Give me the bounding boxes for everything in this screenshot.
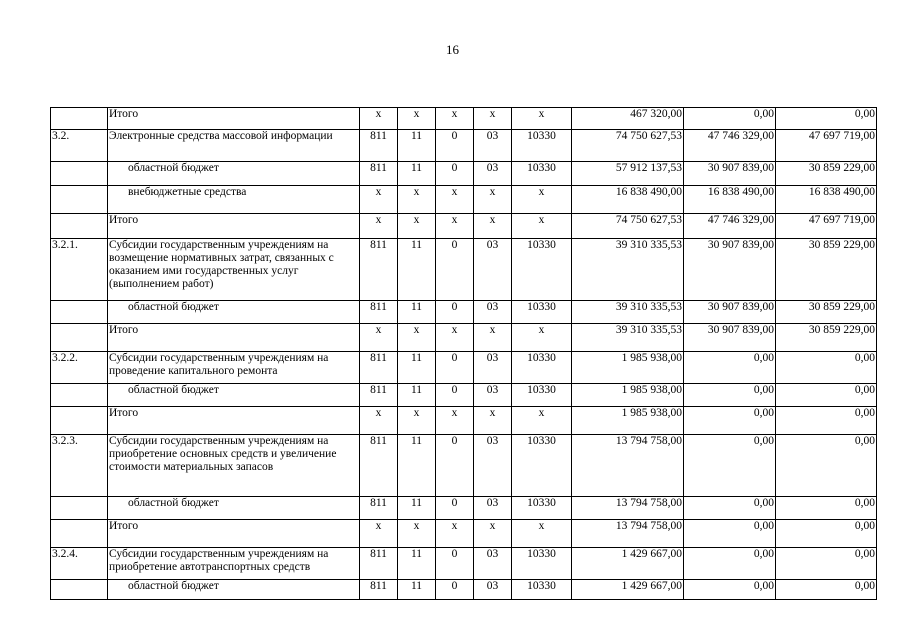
code-pr-cell: 0 [436,239,474,301]
code-pr-cell: х [436,520,474,548]
table-row [51,407,877,435]
item-number-cell [51,214,108,239]
amount-year-1-cell: 39 310 335,53 [572,301,684,324]
amount-year-2-cell: 0,00 [684,497,776,520]
page-number: 16 [446,42,459,57]
item-name-cell: областной бюджет [108,384,360,407]
code-rz-cell: х [398,186,436,214]
item-number-cell [51,186,108,214]
code-rz-cell: 11 [398,435,436,497]
amount-year-2-cell: 0,00 [684,580,776,600]
amount-year-3-cell: 0,00 [776,520,877,548]
code-gr-cell: 811 [360,548,398,580]
item-number-cell: 3.2.1. [51,239,108,301]
amount-year-3-cell: 30 859 229,00 [776,162,877,186]
item-number-cell [51,580,108,600]
code-vr-cell: х [512,520,572,548]
code-cs-cell: 03 [474,384,512,407]
amount-year-2-cell: 47 746 329,00 [684,214,776,239]
table-row [51,301,877,324]
table-row [51,580,877,600]
amount-year-3-cell: 0,00 [776,108,877,130]
amount-year-3-cell: 0,00 [776,497,877,520]
code-gr-cell: 811 [360,162,398,186]
code-gr-cell: 811 [360,497,398,520]
code-vr-cell: 10330 [512,384,572,407]
table-row [51,497,877,520]
amount-year-2-cell: 30 907 839,00 [684,324,776,352]
item-number-cell [51,162,108,186]
code-cs-cell: х [474,214,512,239]
table-row [51,239,877,301]
code-cs-cell: 03 [474,580,512,600]
code-vr-cell: х [512,407,572,435]
code-vr-cell: х [512,108,572,130]
code-vr-cell: 10330 [512,130,572,162]
code-vr-cell: 10330 [512,435,572,497]
item-number-cell [51,520,108,548]
code-rz-cell: 11 [398,548,436,580]
table-row [51,108,877,130]
amount-year-3-cell: 0,00 [776,352,877,384]
amount-year-2-cell: 0,00 [684,407,776,435]
amount-year-2-cell: 30 907 839,00 [684,162,776,186]
item-name-cell: областной бюджет [108,162,360,186]
table-row [51,186,877,214]
amount-year-2-cell: 0,00 [684,520,776,548]
code-gr-cell: х [360,520,398,548]
code-gr-cell: х [360,108,398,130]
amount-year-1-cell: 39 310 335,53 [572,324,684,352]
code-gr-cell: 811 [360,384,398,407]
item-name-cell: Субсидии государственным учреждениям на возмещение нормативных затрат, связанных с оказанием ими государственных услуг (выполнением работ) [108,239,360,301]
amount-year-2-cell: 0,00 [684,108,776,130]
code-rz-cell: 11 [398,162,436,186]
amount-year-2-cell: 0,00 [684,435,776,497]
code-vr-cell: 10330 [512,497,572,520]
code-gr-cell: 811 [360,130,398,162]
code-pr-cell: 0 [436,130,474,162]
item-name-cell: областной бюджет [108,497,360,520]
amount-year-2-cell: 30 907 839,00 [684,239,776,301]
amount-year-2-cell: 0,00 [684,352,776,384]
table-row [51,214,877,239]
code-rz-cell: х [398,407,436,435]
amount-year-3-cell: 16 838 490,00 [776,186,877,214]
amount-year-3-cell: 47 697 719,00 [776,130,877,162]
amount-year-1-cell: 1 985 938,00 [572,407,684,435]
item-number-cell [51,497,108,520]
code-pr-cell: 0 [436,548,474,580]
code-gr-cell: х [360,214,398,239]
code-rz-cell: 11 [398,130,436,162]
code-cs-cell: 03 [474,239,512,301]
amount-year-3-cell: 0,00 [776,548,877,580]
code-pr-cell: х [436,186,474,214]
code-rz-cell: 11 [398,301,436,324]
code-pr-cell: х [436,108,474,130]
amount-year-2-cell: 47 746 329,00 [684,130,776,162]
amount-year-3-cell: 30 859 229,00 [776,324,877,352]
amount-year-1-cell: 1 429 667,00 [572,548,684,580]
table-row [51,324,877,352]
table-row [51,520,877,548]
code-gr-cell: 811 [360,301,398,324]
item-number-cell: 3.2.3. [51,435,108,497]
code-pr-cell: х [436,214,474,239]
code-pr-cell: 0 [436,301,474,324]
code-rz-cell: 11 [398,384,436,407]
code-rz-cell: 11 [398,352,436,384]
code-vr-cell: х [512,214,572,239]
item-name-cell: областной бюджет [108,580,360,600]
amount-year-3-cell: 0,00 [776,435,877,497]
amount-year-1-cell: 39 310 335,53 [572,239,684,301]
code-gr-cell: 811 [360,580,398,600]
code-pr-cell: х [436,324,474,352]
amount-year-1-cell: 1 985 938,00 [572,384,684,407]
table-row [51,384,877,407]
item-name-cell: Итого [108,407,360,435]
code-pr-cell: х [436,407,474,435]
code-vr-cell: 10330 [512,301,572,324]
code-cs-cell: 03 [474,130,512,162]
code-gr-cell: х [360,407,398,435]
code-vr-cell: 10330 [512,548,572,580]
code-cs-cell: 03 [474,352,512,384]
code-cs-cell: х [474,186,512,214]
code-vr-cell: 10330 [512,162,572,186]
code-rz-cell: 11 [398,239,436,301]
amount-year-1-cell: 13 794 758,00 [572,435,684,497]
code-cs-cell: 03 [474,497,512,520]
amount-year-1-cell: 1 429 667,00 [572,580,684,600]
table-row [51,548,877,580]
item-name-cell: Субсидии государственным учреждениям на приобретение основных средств и увеличение стоимости материальных запасов [108,435,360,497]
code-pr-cell: 0 [436,580,474,600]
item-name-cell: Итого [108,324,360,352]
code-gr-cell: х [360,324,398,352]
code-cs-cell: 03 [474,435,512,497]
code-vr-cell: х [512,324,572,352]
item-name-cell: Субсидии государственным учреждениям на проведение капитального ремонта [108,352,360,384]
code-rz-cell: х [398,108,436,130]
code-vr-cell: 10330 [512,580,572,600]
code-rz-cell: х [398,214,436,239]
code-cs-cell: х [474,520,512,548]
amount-year-1-cell: 74 750 627,53 [572,130,684,162]
code-cs-cell: х [474,108,512,130]
code-pr-cell: 0 [436,352,474,384]
item-number-cell [51,407,108,435]
code-rz-cell: 11 [398,580,436,600]
code-gr-cell: 811 [360,435,398,497]
item-number-cell: 3.2. [51,130,108,162]
table-row [51,352,877,384]
amount-year-1-cell: 1 985 938,00 [572,352,684,384]
item-number-cell: 3.2.4. [51,548,108,580]
amount-year-2-cell: 30 907 839,00 [684,301,776,324]
item-name-cell: Электронные средства массовой информации [108,130,360,162]
amount-year-3-cell: 0,00 [776,384,877,407]
amount-year-1-cell: 13 794 758,00 [572,520,684,548]
table-row [51,130,877,162]
table-row [51,435,877,497]
amount-year-3-cell: 0,00 [776,407,877,435]
amount-year-1-cell: 16 838 490,00 [572,186,684,214]
amount-year-1-cell: 467 320,00 [572,108,684,130]
amount-year-3-cell: 0,00 [776,580,877,600]
code-pr-cell: 0 [436,497,474,520]
amount-year-1-cell: 74 750 627,53 [572,214,684,239]
item-name-cell: Итого [108,214,360,239]
amount-year-2-cell: 0,00 [684,548,776,580]
code-pr-cell: 0 [436,162,474,186]
item-name-cell: областной бюджет [108,301,360,324]
item-name-cell: Субсидии государственным учреждениям на приобретение автотранспортных средств [108,548,360,580]
code-rz-cell: 11 [398,497,436,520]
amount-year-3-cell: 30 859 229,00 [776,301,877,324]
code-rz-cell: х [398,520,436,548]
amount-year-3-cell: 47 697 719,00 [776,214,877,239]
code-gr-cell: х [360,186,398,214]
code-vr-cell: х [512,186,572,214]
item-name-cell: Итого [108,520,360,548]
code-cs-cell: 03 [474,162,512,186]
item-number-cell [51,384,108,407]
code-cs-cell: 03 [474,301,512,324]
code-pr-cell: 0 [436,435,474,497]
item-name-cell: внебюджетные средства [108,186,360,214]
code-gr-cell: 811 [360,352,398,384]
item-name-cell: Итого [108,108,360,130]
code-gr-cell: 811 [360,239,398,301]
code-pr-cell: 0 [436,384,474,407]
code-cs-cell: 03 [474,548,512,580]
code-cs-cell: х [474,324,512,352]
table-row [51,162,877,186]
item-number-cell [51,301,108,324]
budget-table [50,107,877,600]
code-cs-cell: х [474,407,512,435]
item-number-cell: 3.2.2. [51,352,108,384]
amount-year-1-cell: 57 912 137,53 [572,162,684,186]
amount-year-2-cell: 0,00 [684,384,776,407]
amount-year-2-cell: 16 838 490,00 [684,186,776,214]
code-rz-cell: х [398,324,436,352]
code-vr-cell: 10330 [512,352,572,384]
table-body [51,108,877,600]
item-number-cell [51,108,108,130]
amount-year-1-cell: 13 794 758,00 [572,497,684,520]
amount-year-3-cell: 30 859 229,00 [776,239,877,301]
item-number-cell [51,324,108,352]
code-vr-cell: 10330 [512,239,572,301]
